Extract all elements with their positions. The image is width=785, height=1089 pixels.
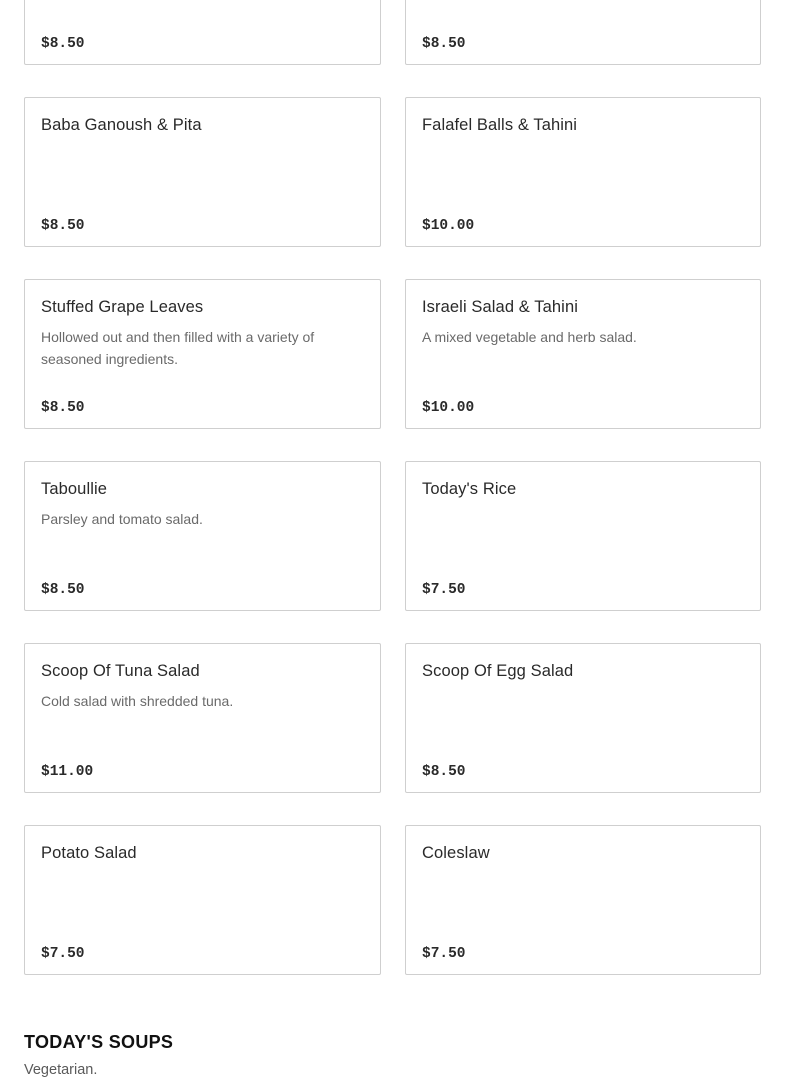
- menu-item-card[interactable]: [405, 97, 761, 247]
- menu-item-description: A mixed vegetable and herb salad.: [422, 329, 637, 345]
- menu-item-name: Taboullie: [41, 480, 108, 498]
- menu-item-card[interactable]: [24, 97, 381, 247]
- menu-item-name: Potato Salad: [41, 844, 137, 862]
- menu-item-card[interactable]: [24, 279, 381, 429]
- menu-item-price: $10.00: [422, 400, 475, 416]
- menu-item-price: $7.50: [422, 946, 466, 962]
- menu-item-card[interactable]: [405, 0, 761, 65]
- menu-item-name: Scoop Of Tuna Salad: [41, 662, 200, 680]
- menu-item-card[interactable]: [24, 0, 381, 65]
- menu-item-price: $8.50: [422, 764, 466, 780]
- menu-item-grid: [24, 0, 761, 975]
- menu-item-card[interactable]: [405, 643, 761, 793]
- menu-item-price: $11.00: [41, 764, 94, 780]
- menu-item-price: $10.00: [422, 218, 475, 234]
- menu-item-card[interactable]: [24, 825, 381, 975]
- menu-item-description: Cold salad with shredded tuna.: [41, 693, 234, 709]
- menu-item-description: Hollowed out and then filled with a variety of seasoned ingredients.: [41, 329, 315, 367]
- menu-item-price: $8.50: [41, 582, 85, 598]
- menu-item-price: $7.50: [41, 946, 85, 962]
- menu-item-name: Baba Ganoush & Pita: [41, 116, 202, 134]
- menu-item-description: Parsley and tomato salad.: [41, 511, 203, 527]
- soups-section: [24, 1030, 761, 1080]
- section-description: Vegetarian.: [24, 1062, 98, 1078]
- menu-item-price: $8.50: [422, 36, 466, 52]
- menu-item-card[interactable]: [405, 825, 761, 975]
- menu-item-name: Falafel Balls & Tahini: [422, 116, 578, 134]
- menu-item-price: $7.50: [422, 582, 466, 598]
- menu-item-name: Coleslaw: [422, 844, 490, 862]
- section-title: TODAY'S SOUPS: [24, 1032, 174, 1052]
- menu-item-name: Scoop Of Egg Salad: [422, 662, 574, 680]
- menu-item-price: $8.50: [41, 36, 85, 52]
- menu-item-name: Stuffed Grape Leaves: [41, 298, 204, 316]
- menu-item-card[interactable]: [405, 461, 761, 611]
- menu-item-price: $8.50: [41, 218, 85, 234]
- menu-item-card[interactable]: [405, 279, 761, 429]
- menu-item-name: Today's Rice: [422, 480, 517, 498]
- menu-item-card[interactable]: [24, 643, 381, 793]
- menu-item-card[interactable]: [24, 461, 381, 611]
- menu-item-price: $8.50: [41, 400, 85, 416]
- menu-item-name: Israeli Salad & Tahini: [422, 298, 578, 316]
